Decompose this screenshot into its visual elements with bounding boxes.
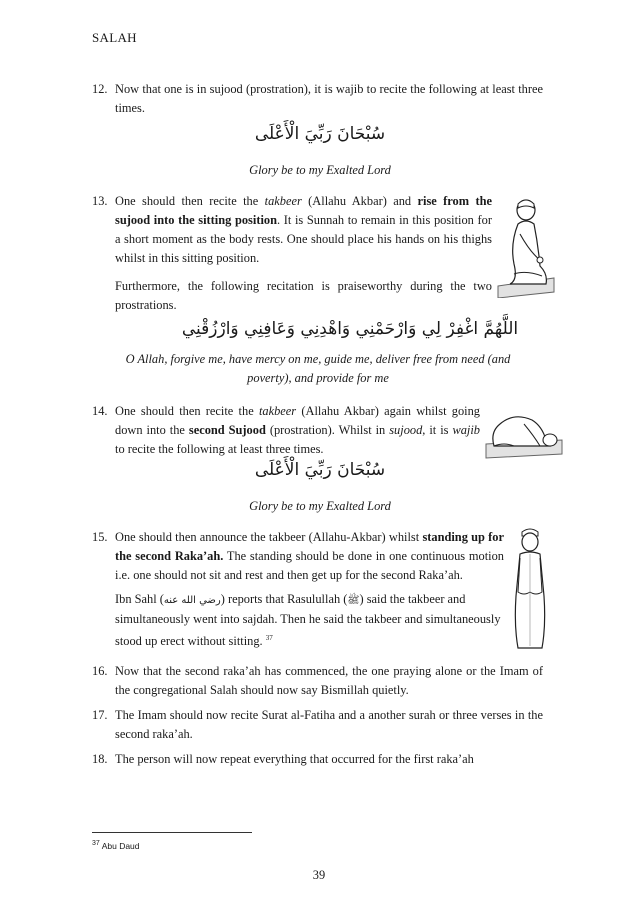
dua-translation: O Allah, forgive me, have mercy on me, guide me, deliver free from need (and poverty), and provide for me <box>125 352 511 385</box>
arabic-dua: اللَّهُمَّ اغْفِرْ لِي وَارْحَمْنِي وَاهْدِنِي وَعَافِنِي وَارْزُقْنِي <box>181 319 519 339</box>
prostration-figure-illustration <box>484 402 564 460</box>
list-item-17 <box>92 706 544 746</box>
item-text: Now that the second raka’ah has commenced, the one praying alone or the Imam of the congregational Salah should now say Bismillah quietly. <box>115 664 543 697</box>
item-text: The Imam should now recite Surat al-Fatiha and a another surah or three verses in the second raka’ah. <box>115 708 543 741</box>
item-text: One should then recite the takbeer (Allahu Akbar) and rise from the sujood into the sitting position. It is Sunnah to remain in this position for a short moment as the body rests. One should place his hands on his thighs whilst in this sitting position. Furthermore, the following recitation is praiseworthy during the two prostrations. <box>115 192 492 315</box>
running-header: SALAH <box>92 30 137 45</box>
arabic-recitation: سُبْحَانَ رَبِّيَ الْأَعْلَى <box>254 460 386 480</box>
item-text: One should then recite the takbeer (Allahu Akbar) again whilst going down into the second Sujood (prostration). Whilst in sujood, it is wajib to recite the following at least three times. <box>115 404 480 456</box>
item-text: One should then announce the takbeer (Allahu-Akbar) whilst standing up for the second Raka’ah. The standing should be done in one continuous motion i.e. one should not sit and rest and then get up for the second Raka’ah. Ibn Sahl (رضي الله عنه) reports that Rasulullah (ﷺ) said the takbeer and simultaneously went into sajdah. Then he said the takbeer and simultaneously stood up erect without sitting. $^{37}$ <box>115 530 504 649</box>
translation: Glory be to my Exalted Lord <box>249 163 391 177</box>
list-item-14 <box>92 402 480 462</box>
item-number: 15. <box>92 530 108 544</box>
footnote-divider <box>92 832 252 833</box>
page-number: 39 <box>312 868 326 882</box>
item-text: The person will now repeat everything that occurred for the first raka’ah <box>115 752 474 766</box>
item-number: 13. <box>92 194 108 208</box>
list-item-13 <box>92 192 492 312</box>
list-item-16 <box>92 662 544 702</box>
item-number: 18. <box>92 752 108 766</box>
sitting-figure-illustration <box>496 194 556 298</box>
item-number: 16. <box>92 664 108 678</box>
list-item-15 <box>92 528 504 658</box>
standing-figure-illustration <box>510 526 550 654</box>
item-text: Now that one is in sujood (prostration), it is wajib to recite the following at least three times. <box>115 82 543 115</box>
item-number: 17. <box>92 708 108 722</box>
footnote: $^{37}$ Abu Daud <box>92 840 140 851</box>
item-paragraph: Furthermore, the following recitation is praiseworthy during the two prostrations. <box>115 279 492 312</box>
translation: Glory be to my Exalted Lord <box>249 499 391 513</box>
item-number: 14. <box>92 404 108 418</box>
list-item-12 <box>92 80 544 120</box>
footnote-ref[interactable]: 37 <box>265 634 273 642</box>
arabic-recitation: سُبْحَانَ رَبِّيَ الْأَعْلَى <box>254 124 386 144</box>
item-number: 12. <box>92 82 108 96</box>
list-item-18 <box>92 750 544 770</box>
